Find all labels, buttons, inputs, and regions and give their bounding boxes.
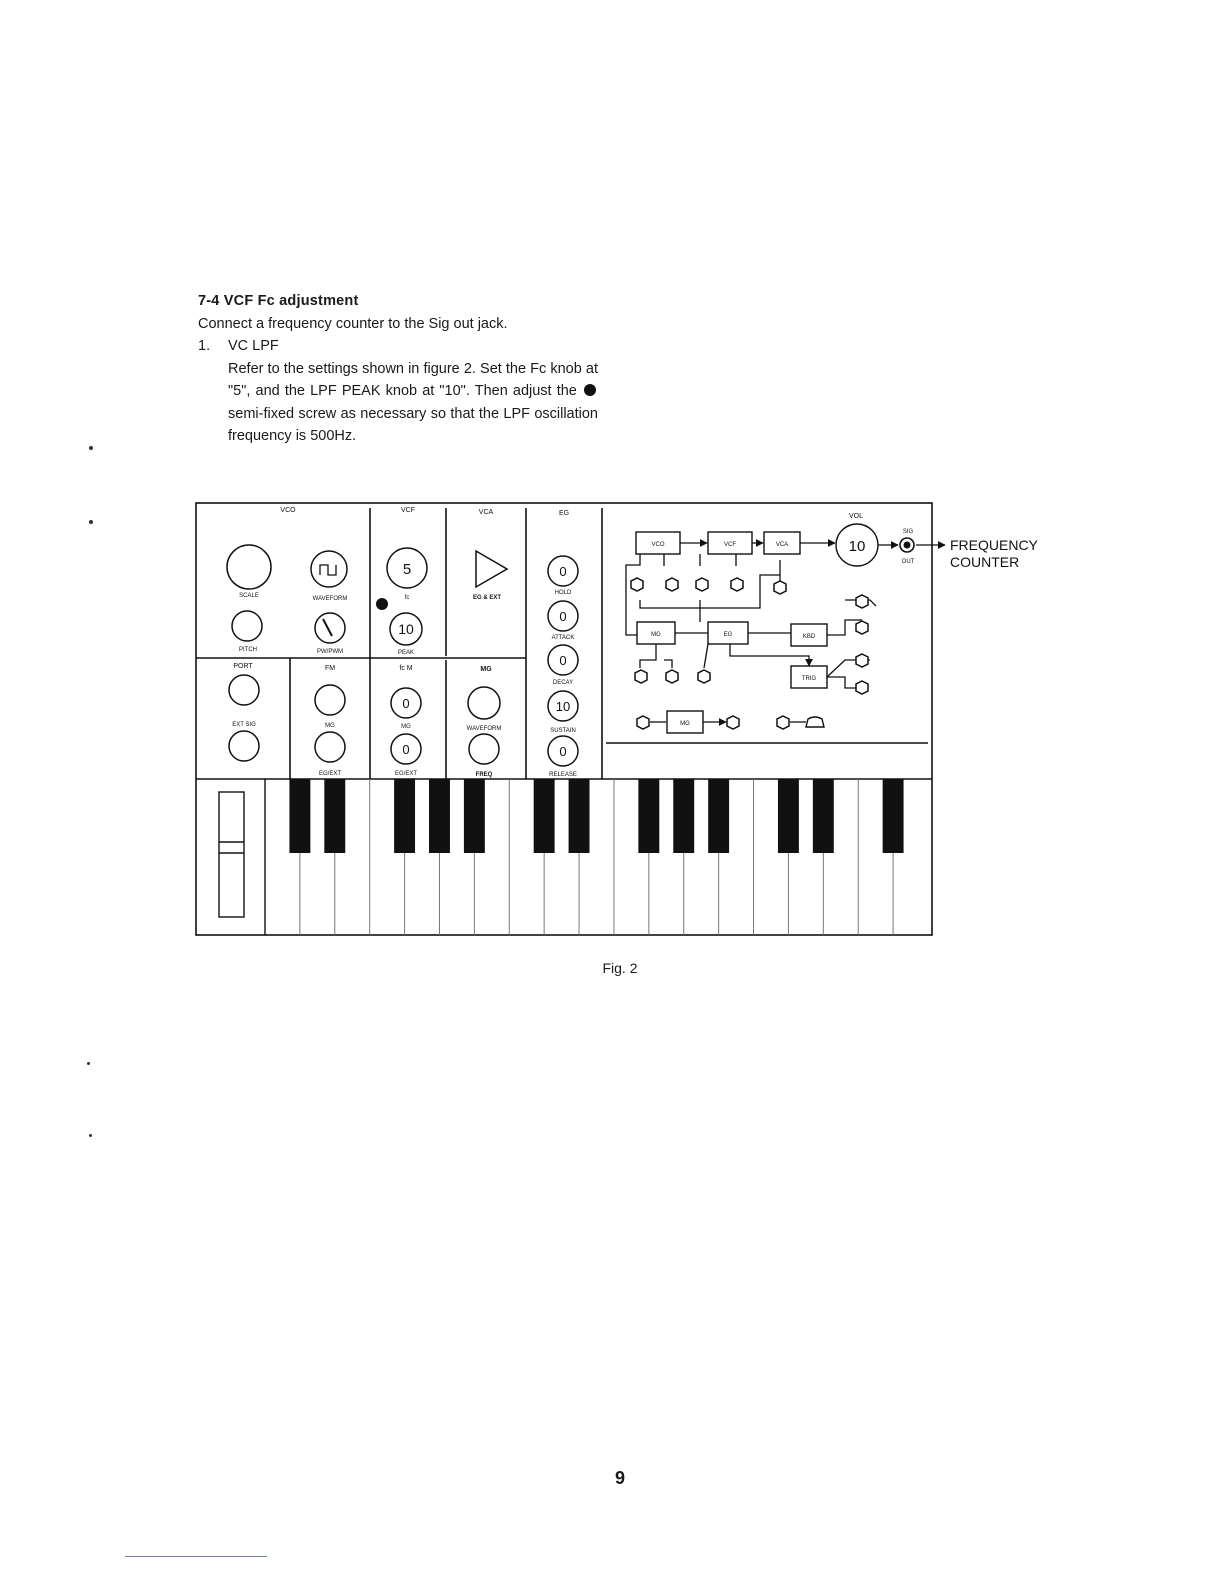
jack-icon [777, 716, 789, 729]
vcf-block-label: VCF [724, 542, 736, 548]
hold-value: 0 [559, 564, 567, 579]
black-key [534, 779, 555, 853]
jack-icon [731, 578, 743, 591]
fc-value: 5 [402, 561, 412, 578]
vca-block-label: VCA [775, 542, 789, 548]
jack-icon [666, 578, 678, 591]
mg-freq-knob [469, 734, 499, 764]
fm-mg-knob [315, 685, 345, 715]
fm-eg-ext-knob [315, 732, 345, 762]
section-heading: 7-4 VCF Fc adjustment [198, 293, 359, 309]
mg-block-label: MG [651, 632, 661, 638]
mg2-block-label: MG [680, 721, 690, 727]
pitch-label: PITCH [239, 647, 257, 653]
jack-icon [856, 654, 868, 667]
hold-label: HOLD [554, 590, 572, 596]
fm-mg-label: MG [325, 723, 335, 729]
black-key [883, 779, 904, 853]
pedal-icon [806, 717, 824, 727]
jack-icon [696, 578, 708, 591]
vco-header: VCO [280, 507, 296, 514]
mg-header: MG [480, 666, 492, 673]
black-key [813, 779, 834, 853]
jack-icon [666, 670, 678, 683]
eg-ext-label: EG & EXT [472, 595, 502, 601]
mg-waveform-knob [468, 687, 500, 719]
decay-label: DECAY [552, 680, 574, 686]
release-label: RELEASE [549, 772, 577, 778]
mg-waveform-label: WAVEFORM [466, 726, 502, 732]
fcm-eg-ext-label: EG/EXT [394, 771, 418, 777]
attack-label: ATTACK [551, 635, 575, 641]
pitch-bender [219, 792, 244, 917]
black-key [569, 779, 590, 853]
pw-pwm-knob [315, 613, 345, 643]
mg-freq-label: FREQ [475, 772, 493, 778]
vol-header: VOL [848, 513, 864, 520]
vca-triangle-icon [476, 551, 507, 587]
footnote-rule [125, 1556, 267, 1557]
waveform-knob [311, 551, 347, 587]
peak-value: 10 [398, 621, 414, 637]
black-key [394, 779, 415, 853]
scale-label: SCALE [239, 593, 259, 599]
jack-icon [727, 716, 739, 729]
port-header: PORT [233, 663, 253, 670]
vol-value: 10 [848, 538, 866, 555]
black-key [673, 779, 694, 853]
ext-sig-knob [229, 731, 259, 761]
page-number: 9 [614, 1468, 625, 1488]
release-value: 0 [559, 744, 567, 759]
black-key [324, 779, 345, 853]
jack-icon [856, 681, 868, 694]
fm-header: FM [324, 665, 336, 672]
fm-eg-ext-label: EG/EXT [318, 771, 342, 777]
sig-label: SIG [902, 529, 914, 535]
counter-label: COUNTER [950, 554, 1020, 570]
out-label: OUT [901, 559, 915, 565]
instruction-text-1: Refer to the settings shown in figure 2. Set the Fc knob at "5", and the LPF PEAK knob at "10". Then adjust the [228, 360, 598, 399]
figure-caption: Fig. 2 [602, 960, 638, 976]
fcm-header: fc M [399, 665, 413, 672]
trig-block-label: TRIG [801, 676, 817, 682]
sustain-value: 10 [555, 699, 571, 714]
ext-sig-label: EXT SIG [232, 722, 256, 728]
vco-block-label: VCO [651, 542, 665, 548]
black-key [708, 779, 729, 853]
fcm-mg-label: MG [401, 724, 411, 730]
sustain-label: SUSTAIN [550, 728, 576, 734]
pw-pwm-label: PW/PWM [317, 649, 343, 655]
fcm-eg-ext-value: 0 [402, 742, 410, 757]
intro-text: Connect a frequency counter to the Sig out jack. [198, 315, 508, 332]
fcm-mg-value: 0 [402, 696, 410, 711]
black-key [638, 779, 659, 853]
black-key [289, 779, 310, 853]
item-title: VC LPF [228, 338, 279, 354]
attack-value: 0 [559, 609, 567, 624]
port-knob [229, 675, 259, 705]
jack-icon [635, 670, 647, 683]
decay-value: 0 [559, 653, 567, 668]
black-key [464, 779, 485, 853]
eg-header: EG [558, 510, 570, 517]
jack-icon [856, 621, 868, 634]
pitch-knob [232, 611, 262, 641]
fc-label: fc [404, 595, 410, 601]
jack-icon [856, 595, 868, 608]
jack-icon [631, 578, 643, 591]
jack-icon [698, 670, 710, 683]
item-number: 1. [198, 338, 211, 354]
jack-icon [774, 581, 786, 594]
vcf-header: VCF [401, 507, 415, 514]
instruction-text-2: semi-fixed screw as necessary so that the LPF oscillation frequency is 500Hz. [228, 405, 598, 444]
waveform-label: WAVEFORM [312, 596, 348, 602]
eg-block-label: EG [723, 632, 733, 638]
black-key [778, 779, 799, 853]
jack-icon [637, 716, 649, 729]
peak-label: PEAK [397, 650, 415, 656]
kbd-block-label: KBD [802, 634, 816, 640]
scale-knob [227, 545, 271, 589]
vca-header: VCA [478, 509, 494, 516]
frequency-label: FREQUENCY [950, 537, 1038, 553]
black-key [429, 779, 450, 853]
screw-marker-icon [376, 598, 388, 610]
